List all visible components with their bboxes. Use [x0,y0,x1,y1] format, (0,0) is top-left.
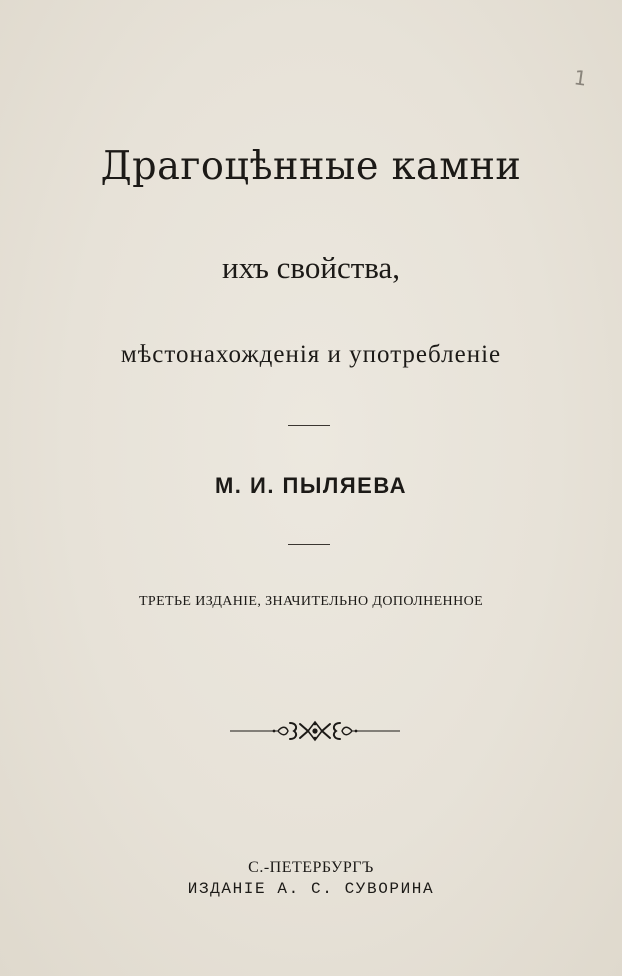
subtitle-line-2: мѣстонахожденія и употребленіе [120,341,502,368]
imprint-city: С.-ПЕТЕРБУРГЪ [248,859,374,876]
divider-rule [288,425,330,426]
subtitle-line-1: ихъ свойства, [221,250,400,285]
floral-divider-icon [230,718,400,744]
book-title: Драгоцѣнные камни [100,144,522,189]
imprint-publisher: ИЗДАНІЕ А. С. СУВОРИНА [187,880,435,898]
author-name: М. И. ПЫЛЯЕВА [214,473,408,498]
edition-note: ТРЕТЬЕ ИЗДАНІЕ, ЗНАЧИТЕЛЬНО ДОПОЛНЕННОЕ [138,594,484,609]
handwritten-page-number: 1 [572,65,589,91]
divider-rule [288,544,330,545]
